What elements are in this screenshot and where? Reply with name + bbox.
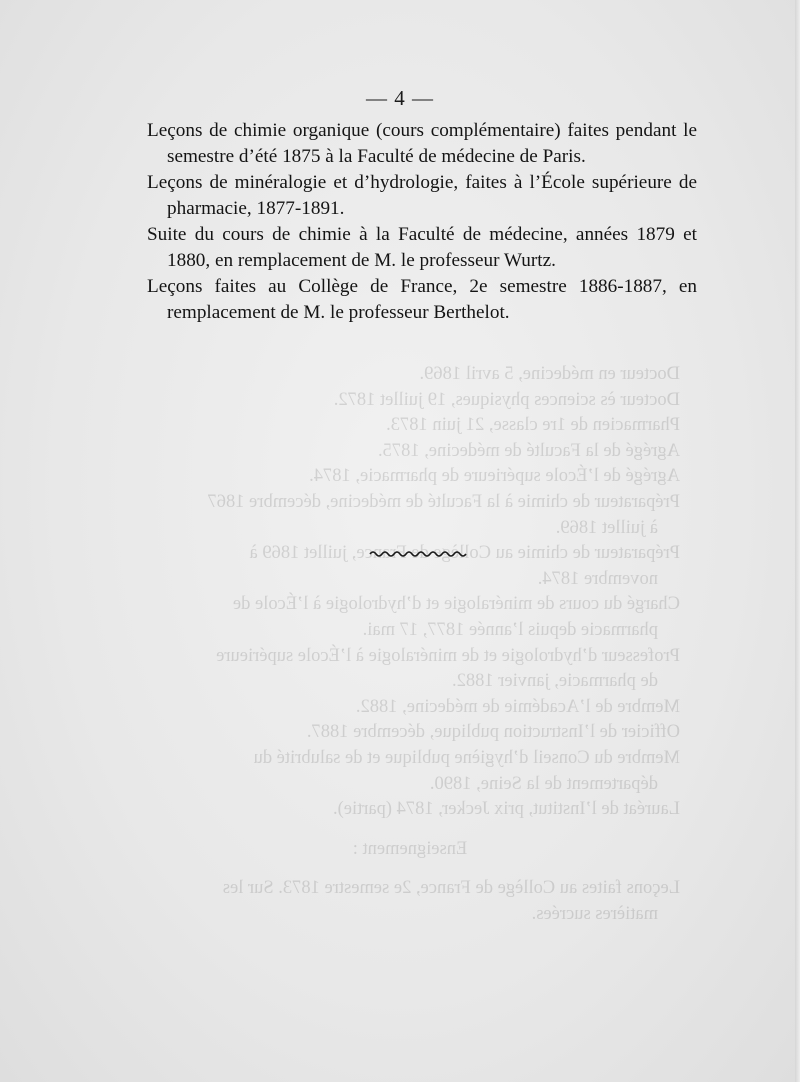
show-through-line: Agrégé de la Faculté de médecine, 1875. [377, 440, 680, 461]
show-through-line: novembre 1874. [537, 568, 658, 589]
show-through-line: Agrégé de l’École supérieure de pharmacie, 1874. [309, 466, 680, 487]
page-edge [795, 0, 800, 1082]
show-through-line: Pharmacien de 1re classe, 21 juin 1873. [386, 415, 680, 436]
show-through-text [140, 362, 680, 927]
show-through-line: Membre de l’Académie de médecine, 1882. [355, 696, 680, 717]
show-through-line: matières sucrées. [531, 903, 658, 924]
list-item: Leçons faites au Collège de France, 2e semestre 1886-1887, en remplacement de M. le professeur Berthelot. [147, 276, 697, 323]
show-through-line: à juillet 1869. [555, 517, 658, 538]
show-through-line: Chargé du cours de minéralogie et d’hydrologie à l’École de [232, 594, 680, 615]
show-through-line: Docteur en médecine, 5 avril 1869. [419, 364, 680, 384]
show-through-line: département de la Seine, 1890. [429, 773, 658, 794]
page-number: — 4 — [366, 86, 434, 110]
show-through-line: Leçons faites au Collège de France, 2e semestre 1873. Sur les [222, 878, 680, 899]
show-through-line: Enseignement : [352, 838, 468, 859]
show-through-line: Lauréat de l’Institut, prix Jecker, 1874 (partie). [332, 799, 680, 820]
list-item: Leçons de minéralogie et d’hydrologie, faites à l’École supérieure de pharmacie, 1877-1891. [147, 172, 697, 219]
show-through-line: Professeur d’hydrologie et de minéralogie à l’École supérieure [216, 645, 680, 666]
show-through-line: Docteur ès sciences physiques, 19 juillet 1872. [333, 389, 680, 410]
show-through-line: Préparateur de chimie à la Faculté de médecine, décembre 1867 [207, 491, 680, 512]
entry-list [147, 118, 697, 326]
show-through-line: de pharmacie, janvier 1882. [452, 671, 658, 692]
wavy-rule-divider [368, 548, 468, 562]
list-item: Suite du cours de chimie à la Faculté de médecine, années 1879 et 1880, en remplacement de M. le professeur Wurtz. [147, 224, 697, 271]
show-through-line: Membre du Conseil d’hygiène publique et de salubrité du [253, 747, 680, 768]
list-item: Leçons de chimie organique (cours complémentaire) faites pendant le semestre d’été 1875 à la Faculté de médecine de Paris. [147, 120, 697, 167]
show-through-line: pharmacie depuis l’année 1877, 17 mai. [362, 619, 658, 640]
show-through-line: Officier de l’Instruction publique, décembre 1887. [306, 722, 680, 743]
show-through-line: Préparateur de chimie au Collège de France, juillet 1869 à [249, 543, 680, 564]
